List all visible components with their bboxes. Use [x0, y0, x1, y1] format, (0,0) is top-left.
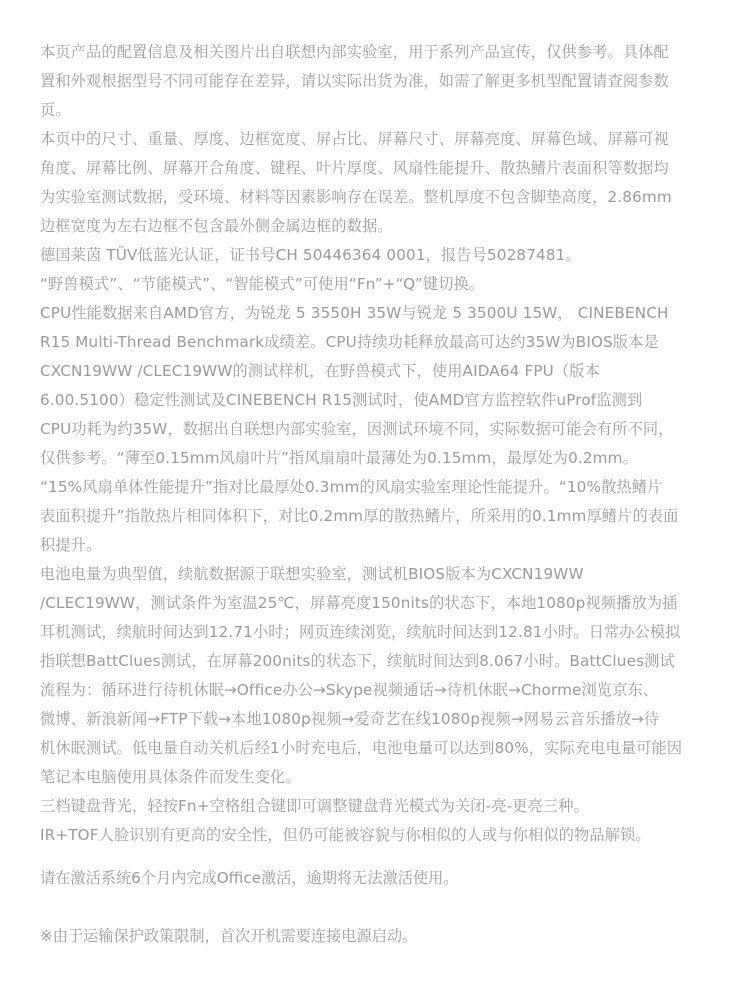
disclaimer-paragraph [40, 560, 710, 792]
disclaimer-line: 电池电量为典型值，续航数据源于联想实验室，测试机BIOS版本为CXCN19WW [40, 565, 584, 583]
disclaimer-line: 微博、新浪新闻→FTP下载→本地1080p视频→爱奇艺在线1080p视频→网易云音乐播放→待 [40, 710, 660, 728]
disclaimer-line: 三档键盘背光，轻按Fn+空格组合键即可调整键盘背光模式为关闭-亮-更亮三种。 [40, 797, 589, 815]
disclaimer-text [40, 38, 710, 850]
disclaimer-line: 本页产品的配置信息及相关图片出自联想内部实验室，用于系列产品宣传，仅供参考。具体配 [40, 43, 669, 61]
disclaimer-line: /CLEC19WW，测试条件为室温25℃，屏幕亮度150nits的状态下，本地1080p视频播放为插 [40, 594, 678, 612]
disclaimer-line: 积提升。 [40, 536, 102, 554]
disclaimer-paragraph [40, 792, 710, 821]
disclaimer-line: 仅供参考。“薄至0.15mm风扇叶片”指风扇扇叶最薄处为0.15mm，最厚处为0.2mm。 [40, 449, 638, 467]
disclaimer-paragraph [40, 38, 710, 125]
disclaimer-line: 德国莱茵 TÜV低蓝光认证，证书号CH 50446364 0001，报告号50287481。 [40, 246, 581, 264]
disclaimer-paragraph [40, 473, 710, 560]
disclaimer-line: CPU功耗为约35W，数据出自联想内部实验室，因测试环境不同，实际数据可能会有所不同， [40, 420, 674, 438]
disclaimer-line: 笔记本电脑使用具体条件而发生变化。 [40, 768, 301, 786]
disclaimer-line: 置和外观根据型号不同可能存在差异，请以实际出货为准，如需了解更多机型配置请查阅参数 [40, 72, 669, 90]
disclaimer-paragraph [40, 125, 710, 241]
disclaimer-line: 指联想BattClues测试，在屏幕200nits的状态下，续航时间达到8.067小时。BattClues测试 [40, 652, 675, 670]
disclaimer-line: 6.00.5100）稳定性测试及CINEBENCH R15测试时，使AMD官方监控软件uProf监测到 [40, 391, 643, 409]
disclaimer-line: 本页中的尺寸、重量、厚度、边框宽度、屏占比、屏幕尺寸、屏幕亮度、屏幕色域、屏幕可视 [40, 130, 669, 148]
disclaimer-paragraph [40, 270, 710, 299]
disclaimer-line: R15 Multi-Thread Benchmark成绩差。CPU持续功耗释放最高可达约35W为BIOS版本是 [40, 333, 659, 351]
disclaimer-line: 为实验室测试数据，受环境、材料等因素影响存在误差。整机厚度不包含脚垫高度，2.86mm [40, 188, 672, 206]
first-boot-power-notice: ※由于运输保护政策限制，首次开机需要连接电源启动。 [40, 927, 418, 945]
disclaimer-line: 边框宽度为左右边框不包含最外侧金属边框的数据。 [40, 217, 393, 235]
disclaimer-paragraph [40, 299, 710, 473]
disclaimer-line: 流程为：循环进行待机休眠→Office办公→Skype视频通话→待机休眠→Chorme浏览京东、 [40, 681, 659, 699]
disclaimer-line: IR+TOF人脸识别有更高的安全性，但仍可能被容貌与你相似的人或与你相似的物品解锁。 [40, 826, 651, 844]
disclaimer-line: CXCN19WW /CLEC19WW的测试样机，在野兽模式下，使用AIDA64 FPU（版本 [40, 362, 600, 380]
disclaimer-line: CPU性能数据来自AMD官方，为锐龙 5 3550H 35W与锐龙 5 3500U 15W， CINEBENCH [40, 304, 669, 322]
disclaimer-line: 页。 [40, 101, 71, 119]
office-activation-notice: 请在激活系统6个月内完成Office激活，逾期将无法激活使用。 [40, 869, 459, 887]
disclaimer-line: 机休眠测试。低电量自动关机后经1小时充电后，电池电量可以达到80%，实际充电电量可能因 [40, 739, 683, 757]
disclaimer-line: 角度、屏幕比例、屏幕开合角度、键程、叶片厚度、风扇性能提升、散热鳍片表面积等数据均 [40, 159, 669, 177]
disclaimer-line: 耳机测试，续航时间达到12.71小时；网页连续浏览，续航时间达到12.81小时。日常办公模拟 [40, 623, 681, 641]
disclaimer-paragraph [40, 821, 710, 850]
disclaimer-line: “15%风扇单体性能提升”指对比最厚处0.3mm的风扇实验室理论性能提升。“10%散热鳍片 [40, 478, 663, 496]
disclaimer-line: 表面积提升”指散热片相同体积下，对比0.2mm厚的散热鳍片，所采用的0.1mm厚鳍片的表面 [40, 507, 679, 525]
disclaimer-paragraph [40, 241, 710, 270]
disclaimer-line: “野兽模式”、“节能模式”、“智能模式”可使用“Fn”+“Q”键切换。 [40, 275, 485, 293]
